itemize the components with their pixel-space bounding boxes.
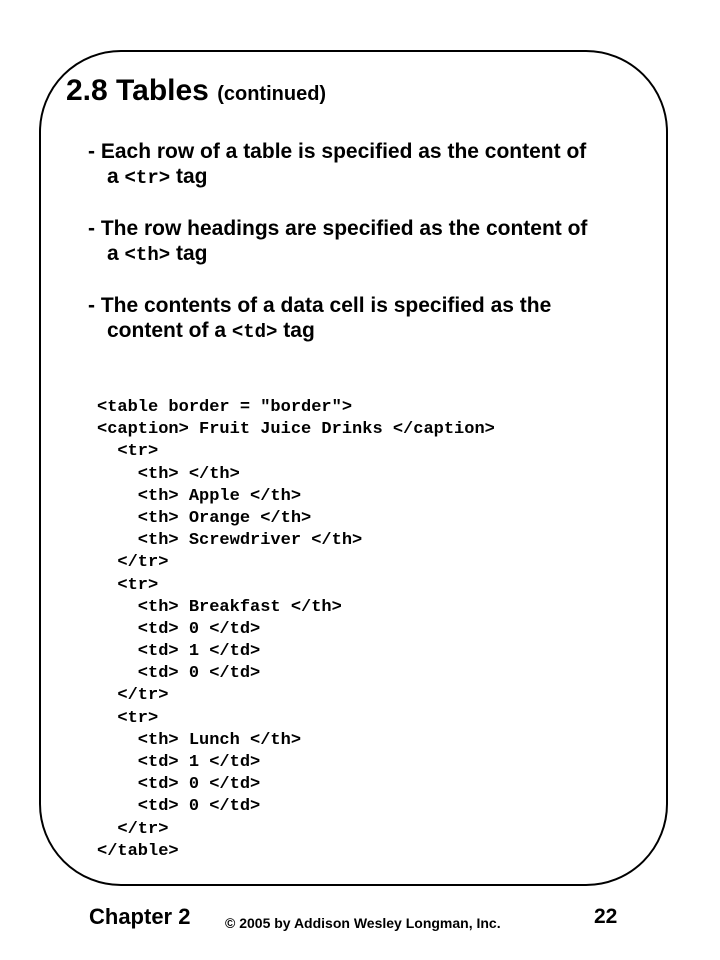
bullet-text: - Each row of a table is specified as the content of [88,140,587,163]
code-line: <td> 0 </td> [97,664,261,684]
code-line: <td> 1 </td> [97,642,261,662]
code-line: </tr> [97,686,169,706]
bullet-continuation [88,318,551,345]
bullet-post: tag [170,242,208,265]
code-line: <th> Orange </th> [97,508,312,528]
bullet-pre: a [107,242,125,265]
slide-title-suffix: (continued) [217,83,327,105]
bullet-text: - The contents of a data cell is specified as the [88,294,552,317]
code-line: <th> Lunch </th> [97,730,302,750]
bullet-post: tag [277,319,315,342]
bullet-th [88,216,587,268]
bullet-continuation [88,164,586,191]
code-line: <caption> Fruit Juice Drinks </caption> [97,420,495,440]
bullet-post: tag [170,165,208,188]
slide-title-main: 2.8 Tables [66,74,209,107]
code-line: </table> [97,841,179,861]
code-line: <td> 0 </td> [97,775,261,795]
page-number: 22 [594,905,618,928]
bullet-text: - The row headings are specified as the content of [88,217,588,240]
slide-title [66,76,326,106]
bullet-tr [88,139,586,191]
code-line: <th> Screwdriver </th> [97,531,363,551]
code-line: <table border = "border"> [97,398,353,417]
code-line: <tr> [97,708,159,728]
code-line: <th> Breakfast </th> [97,597,342,617]
code-example [97,397,495,863]
footer-copyright: © 2005 by Addison Wesley Longman, Inc. [225,915,501,931]
bullet-pre: a [107,165,125,188]
code-line: <td> 0 </td> [97,797,261,817]
bullet-continuation [88,241,587,268]
code-line: <td> 1 </td> [97,753,261,772]
bullet-tag: <tr> [124,167,171,189]
code-line: <tr> [97,442,159,462]
bullet-td [88,293,551,345]
footer-chapter: Chapter 2 [89,904,191,929]
code-line: <th> Apple </th> [97,486,302,506]
code-line: <td> 0 </td> [97,619,261,639]
code-line: </tr> [97,553,169,573]
code-line: <th> </th> [97,464,240,484]
bullet-pre: content of a [107,319,232,342]
bullet-tag: <td> [231,321,278,343]
code-line: <tr> [97,575,159,595]
code-line: </tr> [97,819,169,839]
bullet-tag: <th> [124,244,171,266]
